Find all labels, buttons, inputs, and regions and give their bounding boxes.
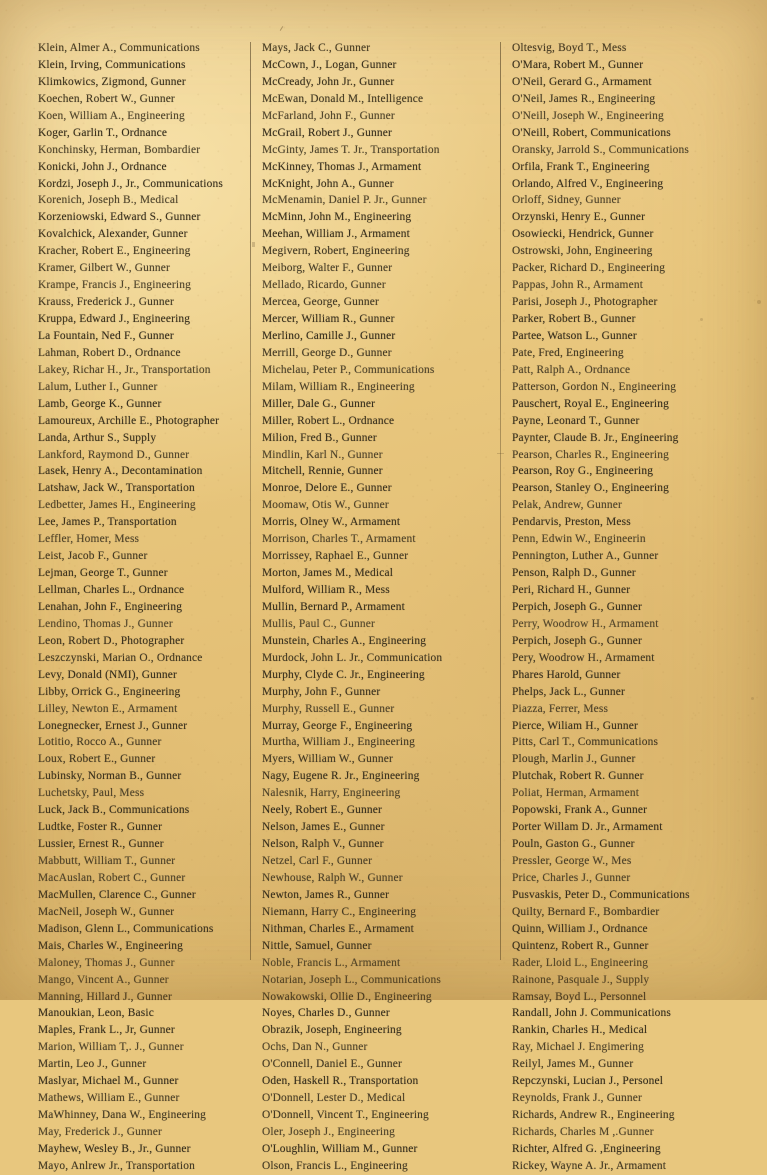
roster-entry: O'Neill, Joseph W., Engineering — [512, 109, 664, 122]
roster-entry: Pauschert, Royal E., Engineering — [512, 397, 669, 410]
roster-entry: Nelson, Ralph V., Gunner — [262, 838, 384, 851]
roster-entry: Milion, Fred B., Gunner — [262, 431, 377, 444]
roster-entry: Richards, Andrew R., Engineering — [512, 1109, 675, 1122]
roster-entry: Kordzi, Joseph J., Jr., Communications — [38, 177, 223, 190]
roster-entry: Mullin, Bernard P., Armament — [262, 600, 405, 613]
roster-entry: Pearson, Stanley O., Engineering — [512, 482, 669, 495]
roster-entry: McEwan, Donald M., Intelligence — [262, 92, 424, 105]
roster-entry: Murphy, Russell E., Gunner — [262, 702, 395, 715]
roster-entry: Quinn, William J., Ordnance — [512, 922, 648, 935]
roster-entry: Mayhew, Wesley B., Jr., Gunner — [38, 1142, 191, 1155]
roster-entry: Luchetsky, Paul, Mess — [38, 787, 145, 800]
roster-entry: Mullis, Paul C., Gunner — [262, 617, 375, 630]
roster-entry: Lonegnecker, Ernest J., Gunner — [38, 719, 188, 732]
roster-entry: Morrissey, Raphael E., Gunner — [262, 550, 409, 563]
roster-entry: Repczynski, Lucian J., Personel — [512, 1075, 664, 1088]
roster-entry: Parisi, Joseph J., Photographer — [512, 296, 658, 309]
roster-entry: Lejman, George T., Gunner — [38, 567, 168, 580]
roster-column-3 — [500, 40, 755, 1175]
roster-entry: Lahman, Robert D., Ordnance — [38, 346, 181, 359]
roster-entry: Netzel, Carl F., Gunner — [262, 855, 373, 867]
roster-entry: Miller, Robert L., Ordnance — [262, 414, 395, 427]
roster-entry: Levy, Donald (NMI), Gunner — [38, 668, 178, 681]
roster-entry: Rader, Lloid L., Engineering — [512, 956, 649, 969]
roster-entry: Loux, Robert E., Gunner — [38, 753, 156, 766]
roster-entry: Kovalchick, Alexander, Gunner — [38, 228, 188, 241]
roster-entry: Merlino, Camille J., Gunner — [262, 329, 396, 342]
roster-column-1 — [0, 40, 250, 1175]
roster-entry: Peri, Richard H., Gunner — [512, 584, 631, 596]
roster-entry: Mulford, William R., Mess — [262, 584, 390, 596]
roster-entry: Mais, Charles W., Engineering — [38, 939, 184, 952]
roster-entry: Lubinsky, Norman B., Gunner — [38, 770, 182, 783]
roster-entry: Murdock, John L. Jr., Communication — [262, 651, 443, 664]
roster-entry: Lilley, Newton E., Armament — [38, 702, 178, 715]
roster-entry: Pressler, George W., Mes — [512, 855, 632, 867]
roster-entry: Pitts, Carl T., Communications — [512, 736, 659, 749]
stray-mark — [280, 26, 283, 31]
roster-entry: Patt, Ralph A., Ordnance — [512, 363, 631, 376]
roster-entry: Price, Charles J., Gunner — [512, 871, 631, 884]
roster-entry: Kruppa, Edward J., Engineering — [38, 313, 191, 325]
roster-entry: Richter, Alfred G. ,Engineering — [512, 1142, 661, 1155]
roster-entry: Leszczynski, Marian O., Ordnance — [38, 651, 203, 664]
roster-entry: La Fountain, Ned F., Gunner — [38, 329, 174, 342]
roster-entry: Martin, Leo J., Gunner — [38, 1058, 147, 1071]
roster-entry: Marion, William T,. J., Gunner — [38, 1041, 184, 1054]
roster-entry: Klein, Almer A., Communications — [38, 42, 200, 54]
roster-entry: Randall, John J. Communications — [512, 1007, 672, 1020]
roster-entry: Reilyl, James M., Gunner — [512, 1058, 634, 1071]
roster-entry: Niemann, Harry C., Engineering — [262, 905, 417, 918]
roster-entry: Perry, Woodrow H., Armament — [512, 617, 659, 630]
roster-entry: Libby, Orrick G., Engineering — [38, 685, 181, 698]
roster-entry: Lasek, Henry A., Decontamination — [38, 465, 203, 478]
roster-entry: May, Frederick J., Gunner — [38, 1126, 162, 1138]
roster-entry: McCown, J., Logan, Gunner — [262, 58, 397, 71]
roster-entry: Manoukian, Leon, Basic — [38, 1007, 154, 1020]
roster-entry: Perpich, Joseph G., Gunner — [512, 634, 642, 647]
roster-entry: Mango, Vincent A., Gunner — [38, 973, 169, 986]
roster-entry: Mellado, Ricardo, Gunner — [262, 279, 386, 292]
roster-entry: Konchinsky, Herman, Bombardier — [38, 143, 201, 156]
roster-entry: Manning, Hillard J., Gunner — [38, 990, 172, 1003]
roster-entry: Murray, George F., Engineering — [262, 719, 413, 732]
roster-entry: Lenahan, John F., Engineering — [38, 600, 183, 613]
roster-entry: Oden, Haskell R., Transportation — [262, 1075, 419, 1088]
roster-entry: Konicki, John J., Ordnance — [38, 160, 167, 173]
roster-entry: Mays, Jack C., Gunner — [262, 42, 371, 54]
roster-entry: Rankin, Charles H., Medical — [512, 1024, 648, 1037]
roster-entry: Parker, Robert B., Gunner — [512, 313, 636, 325]
roster-entry: Krauss, Frederick J., Gunner — [38, 296, 174, 309]
roster-entry: Pappas, John R., Armament — [512, 279, 644, 292]
roster-entry: Perpich, Joseph G., Gunner — [512, 600, 642, 613]
roster-entry: Madison, Glenn L., Communications — [38, 922, 214, 935]
roster-entry: Rainone, Pasquale J., Supply — [512, 973, 650, 986]
roster-entry: Leffler, Homer, Mess — [38, 533, 140, 546]
roster-entry: Pennington, Luther A., Gunner — [512, 550, 659, 563]
roster-entry: Koen, William A., Engineering — [38, 109, 185, 122]
roster-entry: O'Mara, Robert M., Gunner — [512, 58, 644, 71]
roster-entry: Richards, Charles M ,.Gunner — [512, 1126, 654, 1138]
roster-entry: Kracher, Robert E., Engineering — [38, 245, 191, 258]
roster-entry: Pearson, Roy G., Engineering — [512, 465, 654, 478]
roster-entry: Patterson, Gordon N., Engineering — [512, 380, 677, 393]
roster-entry: Porter Willam D. Jr., Armament — [512, 821, 663, 834]
roster-entry: Lussier, Ernest R., Gunner — [38, 838, 164, 851]
roster-entry: Noyes, Charles D., Gunner — [262, 1007, 390, 1020]
roster-entry: Munstein, Charles A., Engineering — [262, 634, 427, 647]
roster-entry: Penn, Edwin W., Engineerin — [512, 533, 646, 546]
roster-list-1 — [38, 40, 250, 1175]
roster-entry: Pate, Fred, Engineering — [512, 346, 624, 359]
roster-entry: O'Donnell, Vincent T., Engineering — [262, 1109, 429, 1122]
roster-entry: Monroe, Delore E., Gunner — [262, 482, 392, 495]
roster-entry: Rickey, Wayne A. Jr., Armament — [512, 1159, 667, 1172]
roster-entry: Plutchak, Robert R. Gunner — [512, 770, 644, 783]
roster-entry: Morrison, Charles T., Armament — [262, 533, 416, 546]
roster-column-2 — [250, 40, 500, 1175]
roster-entry: Ledbetter, James H., Engineering — [38, 499, 196, 512]
roster-entry: Korenich, Joseph B., Medical — [38, 194, 179, 207]
roster-entry: Landa, Arthur S., Supply — [38, 431, 157, 444]
roster-entry: Lee, James P., Transportation — [38, 516, 177, 529]
roster-entry: Payne, Leonard T., Gunner — [512, 414, 640, 427]
roster-entry: Koechen, Robert W., Gunner — [38, 92, 175, 105]
roster-entry: Mitchell, Rennie, Gunner — [262, 465, 383, 478]
roster-entry: O'Neil, James R., Engineering — [512, 92, 656, 105]
roster-entry: MacMullen, Clarence C., Gunner — [38, 888, 196, 901]
roster-entry: McGinty, James T. Jr., Transportation — [262, 143, 440, 156]
roster-entry: MaWhinney, Dana W., Engineering — [38, 1109, 207, 1122]
roster-entry: Pelak, Andrew, Gunner — [512, 499, 622, 512]
roster-entry: Lellman, Charles L., Ordnance — [38, 584, 185, 596]
roster-entry: O'Neil, Gerard G., Armament — [512, 75, 652, 88]
roster-entry: Packer, Richard D., Engineering — [512, 262, 666, 275]
roster-entry: Popowski, Frank A., Gunner — [512, 804, 648, 817]
roster-list-3 — [512, 40, 755, 1175]
roster-entry: Oransky, Jarrold S., Communications — [512, 143, 690, 156]
roster-entry: Poliat, Herman, Armament — [512, 787, 640, 800]
roster-entry: O'Connell, Daniel E., Gunner — [262, 1058, 402, 1071]
roster-entry: Piazza, Ferrer, Mess — [512, 702, 609, 715]
roster-entry: Mabbutt, William T., Gunner — [38, 855, 176, 867]
roster-entry: Pendarvis, Preston, Mess — [512, 516, 631, 529]
roster-entry: Ostrowski, John, Engineering — [512, 245, 653, 258]
roster-entry: Newton, James R., Gunner — [262, 888, 390, 901]
roster-entry: Mathews, William E., Gunner — [38, 1092, 180, 1105]
roster-entry: Murphy, John F., Gunner — [262, 685, 381, 698]
roster-entry: Lamb, George K., Gunner — [38, 397, 162, 410]
roster-entry: Reynolds, Frank J., Gunner — [512, 1092, 642, 1105]
roster-entry: Lankford, Raymond D., Gunner — [38, 448, 190, 461]
roster-entry: Mayo, Anlrew Jr., Transportation — [38, 1159, 196, 1172]
roster-entry: Orlando, Alfred V., Engineering — [512, 177, 664, 190]
roster-entry: Mercer, William R., Gunner — [262, 313, 395, 325]
roster-entry: Luck, Jack B., Communications — [38, 804, 190, 817]
roster-entry: Ludtke, Foster R., Gunner — [38, 821, 163, 834]
roster-entry: McCready, John Jr., Gunner — [262, 75, 395, 88]
roster-entry: O'Loughlin, William M., Gunner — [262, 1142, 418, 1155]
roster-entry: Orloff, Sidney, Gunner — [512, 194, 621, 207]
roster-entry: Mercea, George, Gunner — [262, 296, 379, 309]
roster-entry: Pierce, Wiliam H., Gunner — [512, 719, 638, 732]
roster-entry: Maloney, Thomas J., Gunner — [38, 956, 175, 969]
roster-entry: Nithman, Charles E., Armament — [262, 922, 415, 935]
roster-entry: Nittle, Samuel, Gunner — [262, 939, 372, 952]
roster-entry: Partee, Watson L., Gunner — [512, 329, 637, 342]
roster-entry: Obrazik, Joseph, Engineering — [262, 1024, 402, 1037]
roster-entry: Klein, Irving, Communications — [38, 58, 186, 71]
roster-entry: Oler, Joseph J., Engineering — [262, 1126, 396, 1138]
roster-entry: Lotitio, Rocco A., Gunner — [38, 736, 162, 749]
roster-entry: Phares Harold, Gunner — [512, 668, 621, 681]
roster-entry: Osowiecki, Hendrick, Gunner — [512, 228, 654, 241]
roster-entry: Lamoureux, Archille E., Photographer — [38, 414, 220, 427]
roster-entry: Pouln, Gaston G., Gunner — [512, 838, 635, 851]
roster-entry: Merrill, George D., Gunner — [262, 346, 392, 359]
roster-entry: Noble, Francis L., Armament — [262, 956, 401, 969]
roster-entry: Notarian, Joseph L., Communications — [262, 973, 442, 986]
roster-entry: Lendino, Thomas J., Gunner — [38, 617, 173, 630]
roster-entry: Newhouse, Ralph W., Gunner — [262, 871, 403, 884]
roster-entry: Leist, Jacob F., Gunner — [38, 550, 148, 563]
roster-entry: Penson, Ralph D., Gunner — [512, 567, 636, 580]
roster-entry: McGrail, Robert J., Gunner — [262, 126, 392, 139]
roster-entry: Olson, Francis L., Engineering — [262, 1159, 408, 1172]
roster-entry: Paynter, Claude B. Jr., Engineering — [512, 431, 679, 444]
roster-entry: Ramsay, Boyd L., Personnel — [512, 990, 647, 1003]
roster-entry: Krampe, Francis J., Engineering — [38, 279, 191, 292]
roster-entry: McKnight, John A., Gunner — [262, 177, 394, 190]
roster-entry: Morton, James M., Medical — [262, 567, 394, 580]
roster-entry: Pearson, Charles R., Engineering — [512, 448, 669, 461]
roster-entry: Quintenz, Robert R., Gunner — [512, 939, 649, 952]
roster-entry: Nagy, Eugene R. Jr., Engineering — [262, 770, 420, 783]
roster-columns — [0, 40, 767, 1175]
roster-entry: McFarland, John F., Gunner — [262, 109, 395, 122]
roster-entry: Oltesvig, Boyd T., Mess — [512, 42, 627, 54]
roster-entry: Latshaw, Jack W., Transportation — [38, 482, 195, 495]
roster-entry: McMinn, John M., Engineering — [262, 211, 412, 224]
roster-entry: Mindlin, Karl N., Gunner — [262, 448, 383, 461]
roster-entry: Miller, Dale G., Gunner — [262, 397, 376, 410]
roster-entry: Nalesnik, Harry, Engineering — [262, 787, 401, 800]
roster-entry: Quilty, Bernard F., Bombardier — [512, 905, 660, 918]
roster-entry: Myers, William W., Gunner — [262, 753, 394, 766]
roster-entry: MacAuslan, Robert C., Gunner — [38, 871, 186, 884]
roster-entry: Koger, Garlin T., Ordnance — [38, 126, 168, 139]
roster-entry: Morris, Olney W., Armament — [262, 516, 401, 529]
roster-entry: Lakey, Richar H., Jr., Transportation — [38, 363, 211, 376]
roster-entry: Neely, Robert E., Gunner — [262, 804, 382, 817]
roster-entry: McMenamin, Daniel P. Jr., Gunner — [262, 194, 427, 207]
roster-entry: Pery, Woodrow H., Armament — [512, 651, 655, 664]
roster-entry: Orzynski, Henry E., Gunner — [512, 211, 646, 224]
roster-entry: Michelau, Peter P., Communications — [262, 363, 435, 376]
roster-entry: Meehan, William J., Armament — [262, 228, 410, 241]
roster-entry: Kramer, Gilbert W., Gunner — [38, 262, 171, 275]
roster-list-2 — [262, 40, 500, 1175]
roster-entry: Lalum, Luther I., Gunner — [38, 380, 158, 393]
roster-entry: Milam, William R., Engineering — [262, 380, 415, 393]
roster-entry: Klimkowics, Zigmond, Gunner — [38, 75, 186, 88]
roster-entry: Nelson, James E., Gunner — [262, 821, 385, 834]
roster-entry: Ray, Michael J. Engimering — [512, 1041, 645, 1054]
roster-entry: O'Neill, Robert, Communications — [512, 126, 671, 139]
roster-entry: Moomaw, Otis W., Gunner — [262, 499, 389, 512]
roster-entry: Plough, Marlin J., Gunner — [512, 753, 636, 766]
roster-entry: Murtha, William J., Engineering — [262, 736, 415, 749]
roster-entry: Maples, Frank L., Jr, Gunner — [38, 1024, 175, 1037]
roster-entry: Murphy, Clyde C. Jr., Engineering — [262, 668, 425, 681]
roster-entry: Pusvaskis, Peter D., Communications — [512, 888, 690, 901]
roster-entry: Leon, Robert D., Photographer — [38, 634, 185, 647]
roster-entry: Korzeniowski, Edward S., Gunner — [38, 211, 201, 224]
roster-entry: MacNeil, Joseph W., Gunner — [38, 905, 175, 918]
roster-entry: Maslyar, Michael M., Gunner — [38, 1075, 179, 1088]
roster-entry: Nowakowski, Ollie D., Engineering — [262, 990, 432, 1003]
roster-entry: Phelps, Jack L., Gunner — [512, 685, 625, 698]
roster-entry: Ochs, Dan N., Gunner — [262, 1041, 368, 1054]
roster-entry: O'Donnell, Lester D., Medical — [262, 1092, 406, 1105]
roster-entry: McKinney, Thomas J., Armament — [262, 160, 422, 173]
roster-entry: Orfila, Frank T., Engineering — [512, 160, 650, 173]
roster-entry: Megivern, Robert, Engineering — [262, 245, 410, 258]
roster-entry: Meiborg, Walter F., Gunner — [262, 262, 393, 275]
